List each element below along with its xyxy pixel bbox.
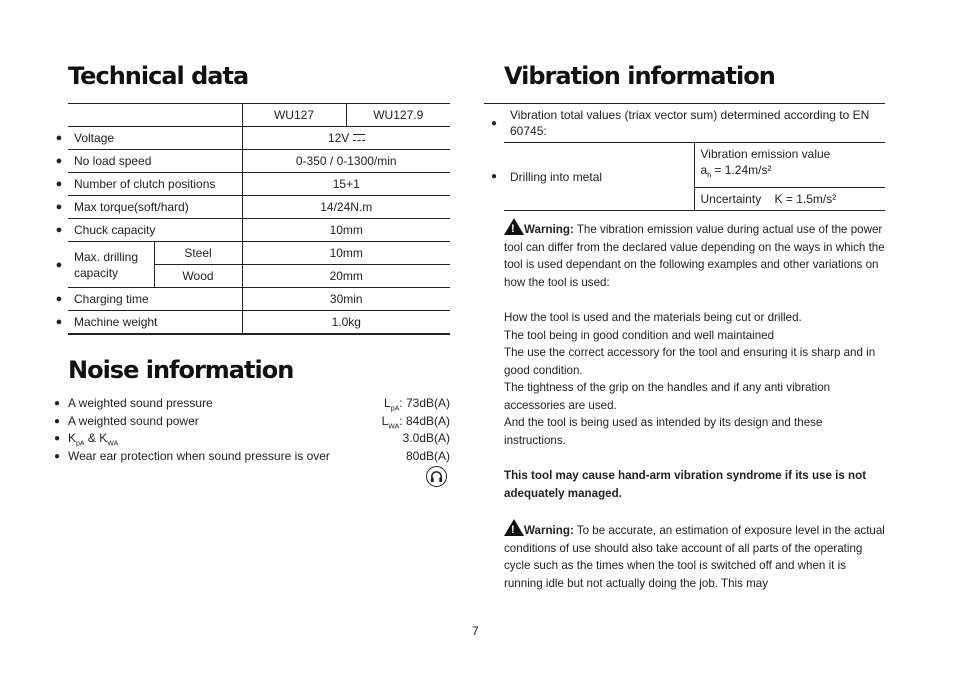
table-row	[50, 173, 450, 196]
vibration-label: Drilling into metal	[504, 143, 694, 211]
bullet: ●	[54, 398, 61, 409]
technical-data-table	[50, 103, 450, 335]
warning-icon	[504, 519, 524, 536]
list-item: How the tool is used and the materials being cut or drilled.	[504, 311, 802, 324]
list-item	[54, 448, 450, 466]
table-row	[50, 242, 450, 265]
table-row	[50, 150, 450, 173]
spec-label: Chuck capacity	[68, 219, 242, 242]
model-1: WU127	[242, 104, 346, 127]
noise-label: A weighted sound power	[68, 413, 199, 428]
vibration-information-heading: Vibration information	[504, 62, 775, 90]
spec-value: 10mm	[242, 242, 450, 265]
table-row	[50, 196, 450, 219]
bullet: ●	[55, 293, 63, 305]
list-item	[54, 413, 450, 431]
warning-paragraph-2: !Warning: To be accurate, an estimation of exposure level in the actual conditions of use should also take account of all parts of the operating cycle such as the times when the tool is switched off and when it is running idle but not actually doing the job. This may	[504, 519, 886, 592]
dc-symbol-icon	[353, 134, 365, 141]
hav-note: This tool may cause hand-arm vibration syndrome if its use is not adequately managed.	[504, 469, 867, 500]
bullet: ●	[55, 155, 63, 167]
spec-value: 15+1	[242, 173, 450, 196]
bullet: ●	[55, 178, 63, 190]
noise-value: $L_{WA}$: 84dB(A)	[381, 413, 450, 430]
table-row	[50, 127, 450, 150]
noise-label: $K_{pA}$ & $K_{WA}$	[68, 431, 119, 448]
spec-label: No load speed	[68, 150, 242, 173]
spec-value: 1.0kg	[242, 311, 450, 335]
spec-label: Max torque(soft/hard)	[68, 196, 242, 219]
noise-list	[54, 395, 450, 465]
spec-label: Voltage	[68, 127, 242, 150]
spec-value: 12V	[242, 127, 450, 150]
noise-label: A weighted sound pressure	[68, 396, 213, 410]
bullet: ●	[55, 224, 63, 236]
spec-label: Charging time	[68, 288, 242, 311]
warning-icon	[504, 218, 524, 235]
list-item	[54, 395, 450, 413]
warning-paragraph-1: !Warning: The vibration emission value during actual use of the power tool can differ from the declared value depending on the ways in which the tool is used dependant on the following examples and other variations on how the tool is used:	[504, 218, 886, 291]
noise-information-heading: Noise information	[68, 356, 294, 384]
list-item: The tool being in good condition and well maintained	[504, 328, 775, 342]
noise-value: 3.0dB(A)	[402, 431, 450, 445]
model-2: WU127.9	[346, 104, 450, 127]
table-row	[484, 143, 885, 188]
usage-list	[504, 309, 886, 449]
table-row	[484, 104, 885, 143]
bullet: ●	[55, 316, 63, 329]
noise-value: $L_{pA}$: 73dB(A)	[384, 396, 450, 413]
bullet: ●	[54, 433, 61, 444]
vibration-emission-cell: Vibration emission value $a_h = 1.24m/s^2$	[694, 143, 885, 188]
bullet: ●	[54, 415, 61, 427]
spec-label: Machine weight	[68, 311, 242, 335]
table-row	[50, 219, 450, 242]
noise-label: Wear ear protection when sound pressure is over	[68, 448, 330, 463]
spec-sublabel: Steel	[154, 242, 242, 265]
bullet: ●	[484, 104, 504, 143]
spec-value: 20mm	[242, 265, 450, 288]
table-row	[50, 311, 450, 335]
bullet: ●	[54, 450, 61, 462]
spec-label: Max. drilling capacity	[68, 242, 154, 288]
spec-value: 14/24N.m	[242, 196, 450, 219]
bullet: ●	[55, 258, 63, 271]
spec-value: 30min	[242, 288, 450, 311]
spec-value: 0-350 / 0-1300/min	[242, 150, 450, 173]
spec-label: Number of clutch positions	[68, 173, 242, 196]
list-item: The tightness of the grip on the handles and if any anti vibration accessories are used.	[504, 381, 831, 412]
technical-data-heading: Technical data	[68, 62, 249, 90]
noise-value: 80dB(A)	[405, 448, 450, 463]
vibration-table	[484, 103, 885, 211]
list-item	[54, 430, 450, 448]
table-header-row	[50, 104, 450, 127]
bullet: ●	[490, 171, 498, 183]
bullet: ●	[55, 132, 63, 144]
ear-protection-icon	[426, 466, 447, 487]
list-item: The use the correct accessory for the tool and ensuring it is sharp and in good condition.	[504, 346, 876, 377]
bullet: ●	[55, 201, 63, 213]
spec-value: 10mm	[242, 219, 450, 242]
page-number: 7	[472, 624, 479, 638]
vibration-intro: Vibration total values (triax vector sum) determined according to EN 60745:	[504, 104, 885, 143]
list-item: And the tool is being used as intended by its design and these instructions.	[504, 416, 823, 447]
spec-sublabel: Wood	[154, 265, 242, 288]
uncertainty-cell: Uncertainty K = 1.5m/s²	[694, 188, 885, 211]
table-row	[50, 288, 450, 311]
